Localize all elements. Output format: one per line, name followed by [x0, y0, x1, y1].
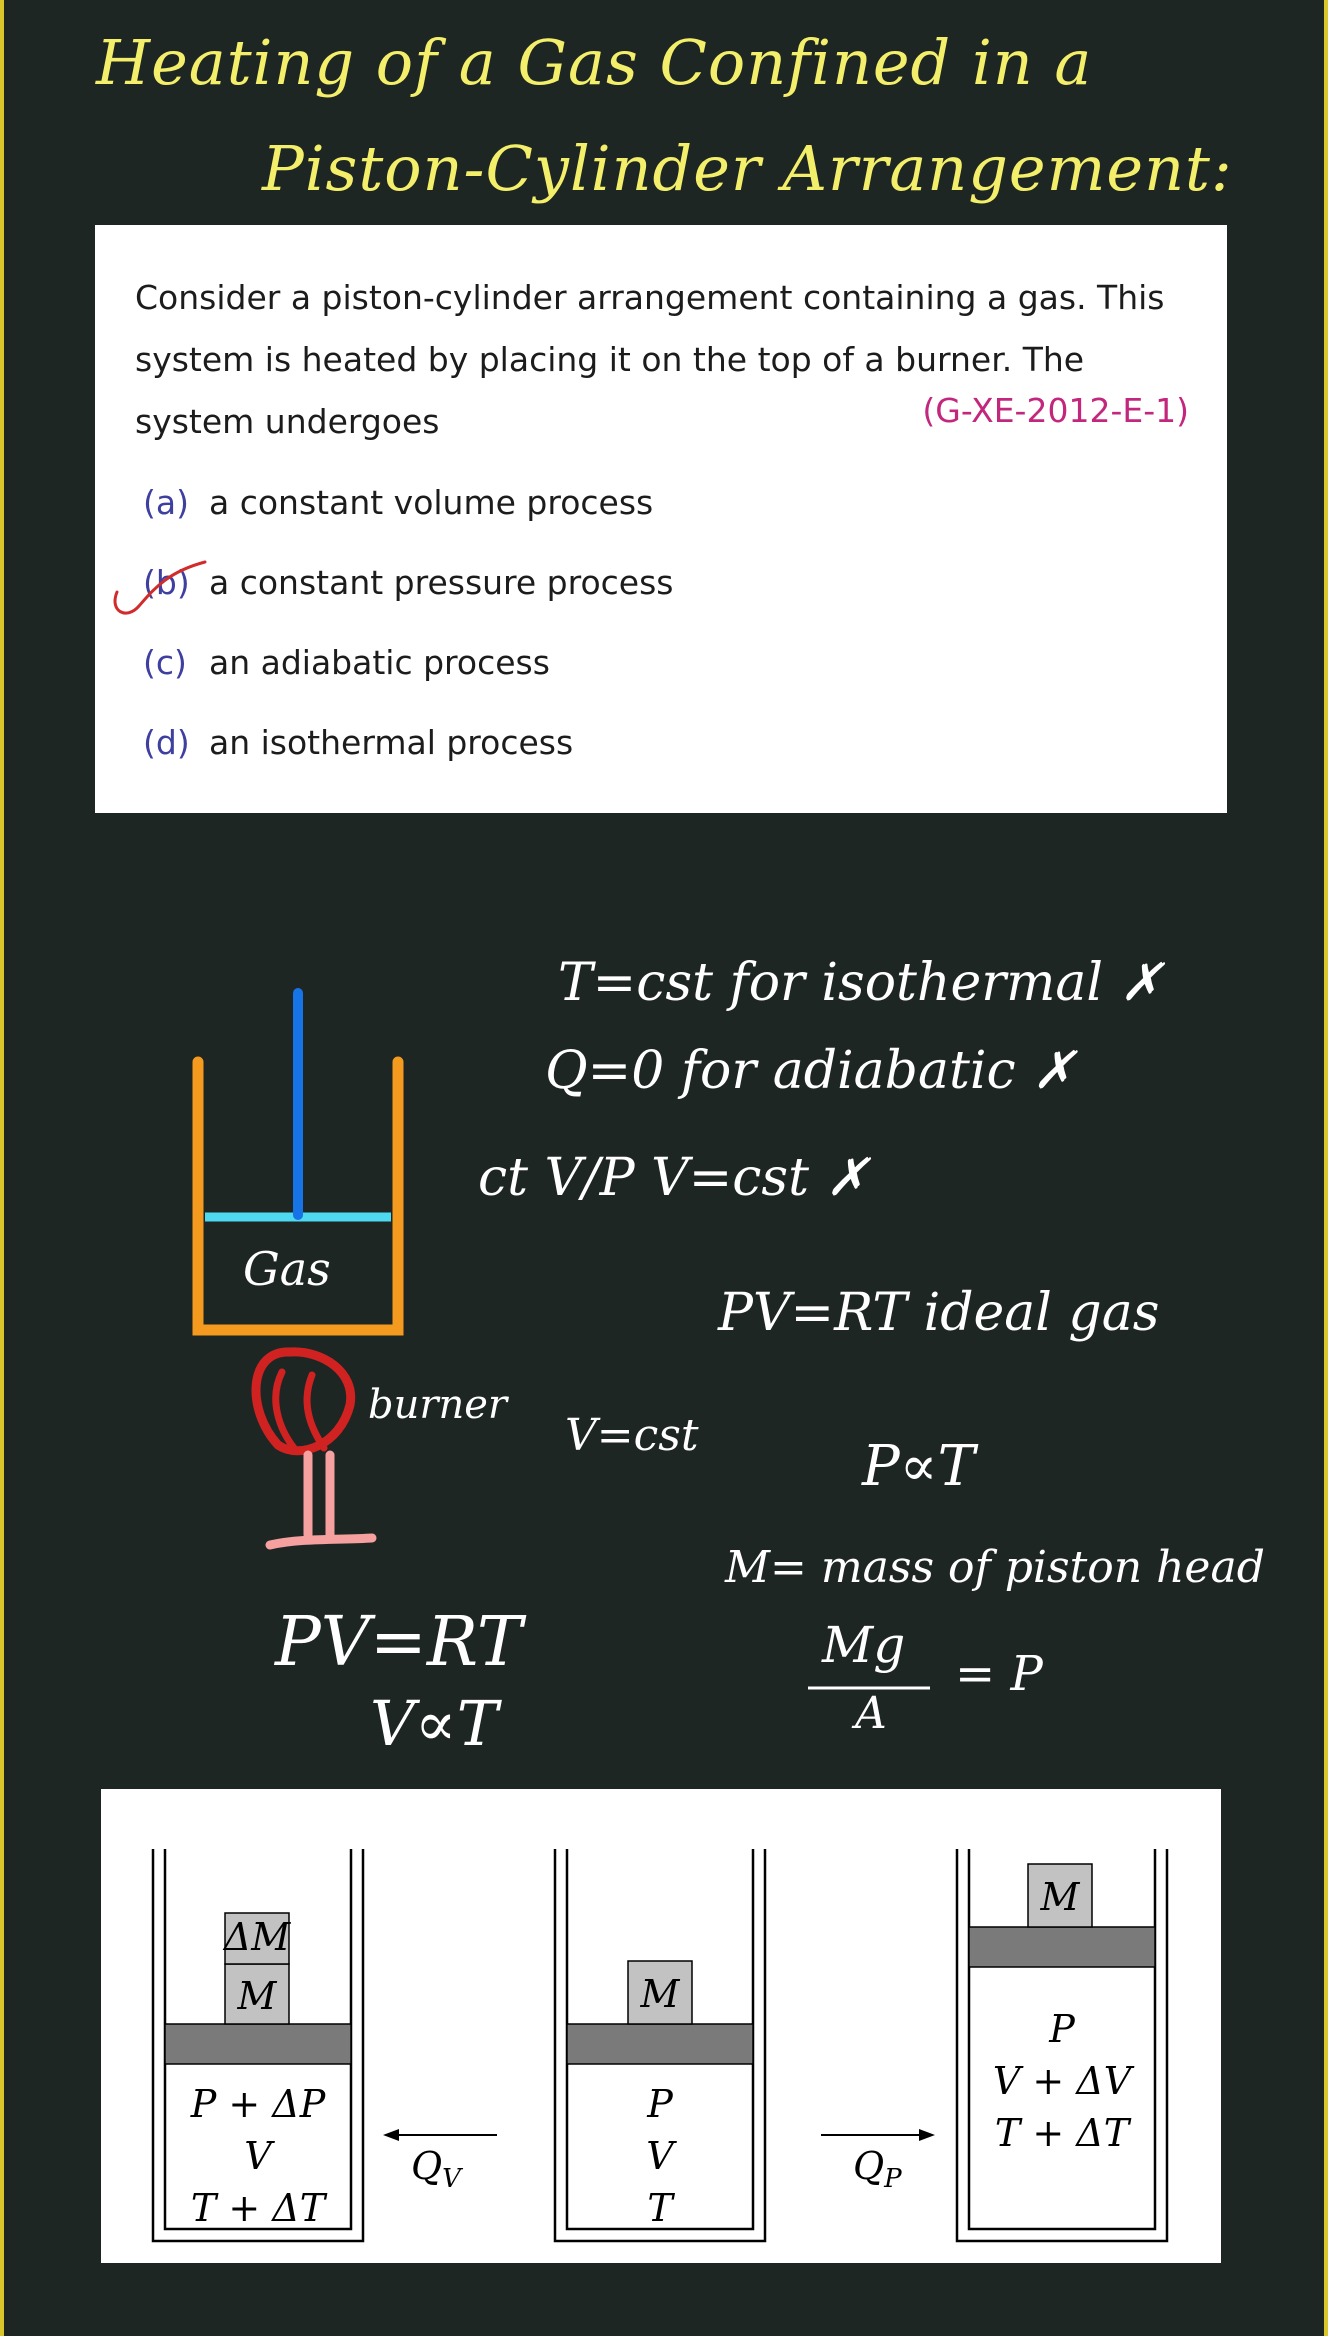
middle-temperature-label: T	[647, 2186, 673, 2230]
left-temperature-label: T + ΔT	[190, 2186, 326, 2230]
middle-cylinder	[555, 1849, 765, 2241]
left-piston	[165, 2024, 351, 2064]
left-volume-label: V	[244, 2134, 272, 2178]
arrow-right-icon	[919, 2129, 935, 2141]
burner-sketch	[256, 1352, 510, 1545]
right-pressure-label: P	[1049, 2007, 1075, 2051]
heat-arrow-constant-volume	[383, 2129, 497, 2194]
burner-label: burner	[368, 1382, 508, 1428]
note-v-proportional-t: V∝T	[370, 1687, 499, 1760]
heat-label-left: $Q_V$	[411, 2144, 461, 2194]
piston-diagram	[101, 1789, 1221, 2263]
note-isothermal: T=cst for isothermal ✗	[558, 953, 1164, 1013]
note-v-constant: V=cst	[565, 1410, 699, 1461]
piston-cylinder-sketch	[198, 993, 398, 1330]
burner-base	[270, 1538, 372, 1545]
right-cylinder	[957, 1849, 1167, 2241]
right-temperature-label: T + ΔT	[994, 2111, 1130, 2155]
option-text: a constant pressure process	[209, 563, 674, 602]
note-ideal-gas: PV=RT ideal gas	[718, 1283, 1160, 1343]
left-cylinder	[153, 1849, 363, 2241]
question-source: (G-XE-2012-E-1)	[922, 391, 1189, 430]
question-stem: Consider a piston-cylinder arrangement containing a gas. This system is heated by placing it on the top of a burner. The system undergoes	[135, 278, 1165, 441]
left-added-mass-label: ΔM	[223, 1915, 291, 1959]
left-pressure-label: P + ΔP	[190, 2082, 326, 2126]
heat-arrow-constant-pressure	[821, 2129, 935, 2194]
option-text: an adiabatic process	[209, 643, 550, 682]
middle-volume-label: V	[646, 2134, 674, 2178]
burner-stem	[308, 1455, 330, 1535]
arrow-left-icon	[383, 2129, 399, 2141]
option-letter: (b)	[143, 563, 190, 602]
note-fraction-rhs: = P	[955, 1646, 1043, 1702]
option-text: an isothermal process	[209, 723, 574, 762]
gas-label: Gas	[243, 1242, 331, 1296]
option-text: a constant volume process	[209, 483, 654, 522]
middle-piston	[567, 2024, 753, 2064]
note-p-proportional-t: P∝T	[862, 1434, 975, 1499]
note-adiabatic: Q=0 for adiabatic ✗	[545, 1041, 1076, 1101]
heat-label-right: $Q_P$	[853, 2144, 902, 2194]
note-ideal-gas-law: PV=RT	[275, 1603, 523, 1682]
right-volume-label: V + ΔV	[992, 2059, 1132, 2103]
piston-diagram-card	[101, 1789, 1221, 2263]
middle-pressure-label: P	[647, 2082, 673, 2126]
note-mass-definition: M= mass of piston head	[725, 1542, 1265, 1593]
option-letter: (a)	[143, 483, 189, 522]
note-fraction-denominator: A	[855, 1688, 887, 1739]
handwritten-title-line-1: Heating of a Gas Confined in a	[96, 26, 1093, 99]
left-mass-label: M	[237, 1974, 277, 2018]
flame-inner-icon	[276, 1372, 324, 1448]
handwritten-title-line-2: Piston-Cylinder Arrangement:	[262, 132, 1233, 205]
note-fraction-numerator: Mg	[822, 1616, 906, 1674]
right-piston	[969, 1927, 1155, 1967]
option-letter: (d)	[143, 723, 190, 762]
middle-mass-label: M	[640, 1972, 680, 2016]
flame-icon	[256, 1352, 351, 1451]
note-constant-volume: ct V/P V=cst ✗	[478, 1148, 870, 1208]
right-mass-label: M	[1040, 1875, 1080, 1919]
option-letter: (c)	[143, 643, 187, 682]
